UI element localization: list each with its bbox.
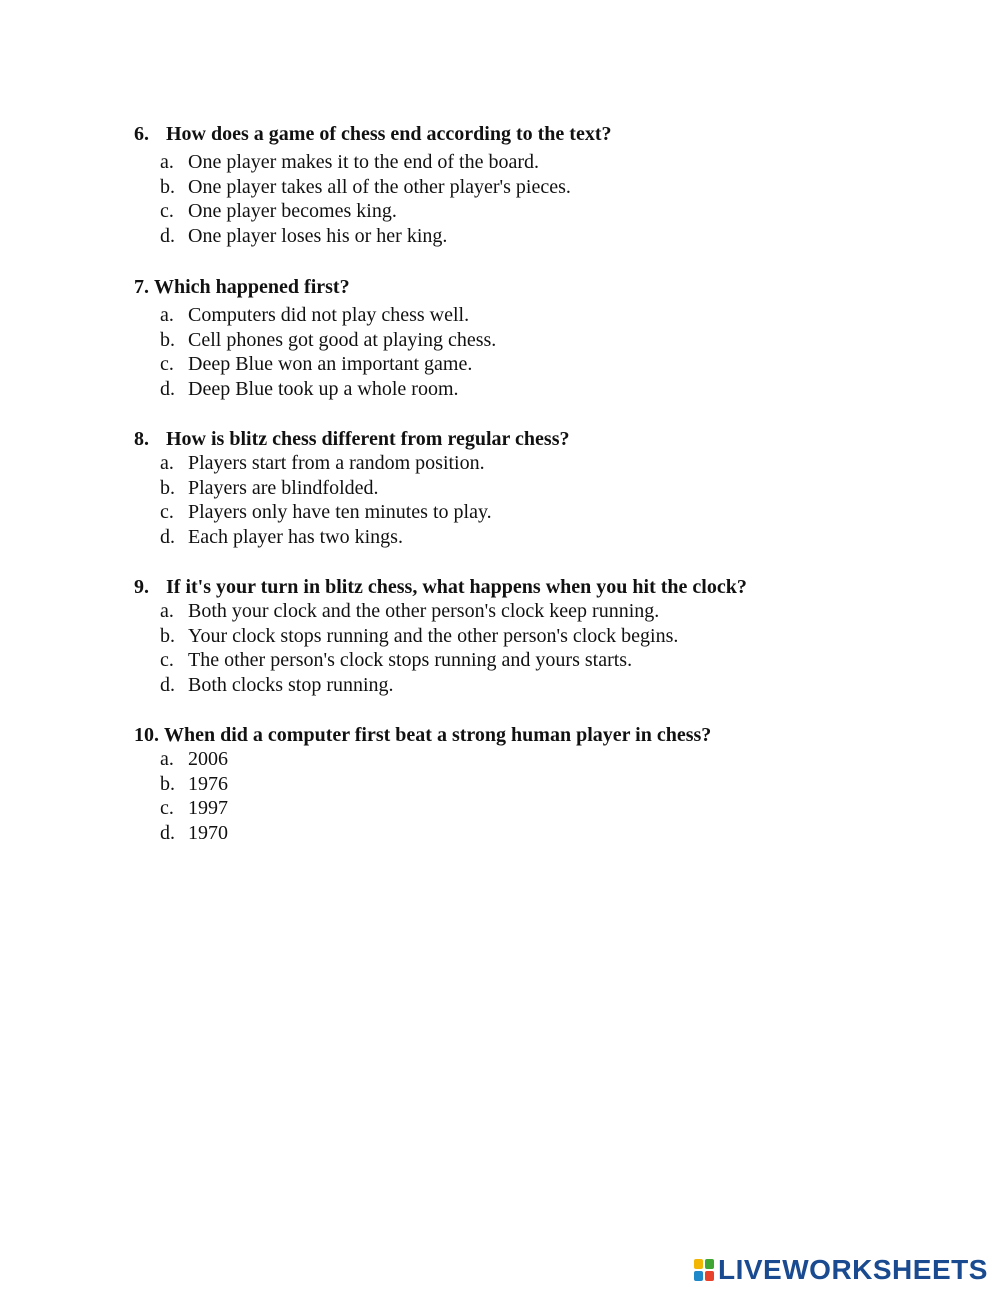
answer-options bbox=[134, 747, 894, 845]
answer-option-b[interactable]: b. Players are blindfolded. bbox=[160, 476, 379, 499]
answer-option-c[interactable]: c. The other person's clock stops running and yours starts. bbox=[160, 649, 633, 672]
question-text: How does a game of chess end according to the text? bbox=[166, 123, 612, 145]
answer-option-c[interactable]: c. One player becomes king. bbox=[160, 200, 397, 223]
answer-option-c[interactable]: c. Deep Blue won an important game. bbox=[160, 353, 473, 376]
question-7 bbox=[134, 275, 894, 401]
question-text: When did a computer first beat a strong human player in chess? bbox=[164, 724, 712, 746]
question-text: If it's your turn in blitz chess, what happens when you hit the clock? bbox=[166, 576, 747, 598]
question-text: Which happened first? bbox=[154, 276, 350, 298]
answer-option-d[interactable]: d. Both clocks stop running. bbox=[160, 673, 394, 696]
answer-option-a[interactable]: a. Computers did not play chess well. bbox=[160, 304, 470, 326]
answer-options bbox=[134, 599, 894, 697]
question-10 bbox=[134, 723, 894, 845]
question-number: 8. bbox=[134, 428, 149, 450]
answer-option-b[interactable]: b. One player takes all of the other player's pieces. bbox=[160, 175, 571, 198]
question-9 bbox=[134, 575, 894, 697]
question-number: 7. bbox=[134, 276, 149, 298]
answer-option-a[interactable]: a. One player makes it to the end of the board. bbox=[160, 151, 539, 173]
question-title bbox=[134, 275, 894, 299]
question-title bbox=[134, 122, 894, 146]
answer-option-a[interactable]: a. Players start from a random position. bbox=[160, 452, 485, 474]
question-title bbox=[134, 427, 894, 451]
question-number: 6. bbox=[134, 123, 149, 145]
answer-option-d[interactable]: d. One player loses his or her king. bbox=[160, 224, 448, 247]
answer-options bbox=[134, 451, 894, 549]
liveworksheets-logo-icon bbox=[694, 1259, 714, 1281]
question-number: 9. bbox=[134, 576, 149, 598]
question-title bbox=[134, 723, 894, 747]
question-8 bbox=[134, 427, 894, 549]
question-number: 10. bbox=[134, 724, 159, 746]
question-6 bbox=[134, 122, 894, 248]
liveworksheets-logo[interactable] bbox=[694, 1256, 988, 1284]
question-text: How is blitz chess different from regular chess? bbox=[166, 428, 570, 450]
answer-option-b[interactable]: b. Your clock stops running and the other person's clock begins. bbox=[160, 624, 679, 647]
answer-option-d[interactable]: d. 1970 bbox=[160, 821, 228, 844]
answer-option-a[interactable]: a. Both your clock and the other person's clock keep running. bbox=[160, 600, 660, 622]
answer-options bbox=[134, 303, 894, 401]
answer-options bbox=[134, 150, 894, 248]
answer-option-d[interactable]: d. Each player has two kings. bbox=[160, 525, 403, 548]
answer-option-b[interactable]: b. 1976 bbox=[160, 772, 228, 795]
answer-option-b[interactable]: b. Cell phones got good at playing chess. bbox=[160, 328, 497, 351]
logo-text: LIVEWORKSHEETS bbox=[718, 1254, 988, 1285]
answer-option-c[interactable]: c. Players only have ten minutes to play. bbox=[160, 501, 492, 524]
answer-option-a[interactable]: a. 2006 bbox=[160, 748, 228, 770]
question-title bbox=[134, 575, 894, 599]
answer-option-d[interactable]: d. Deep Blue took up a whole room. bbox=[160, 377, 459, 400]
answer-option-c[interactable]: c. 1997 bbox=[160, 797, 228, 820]
